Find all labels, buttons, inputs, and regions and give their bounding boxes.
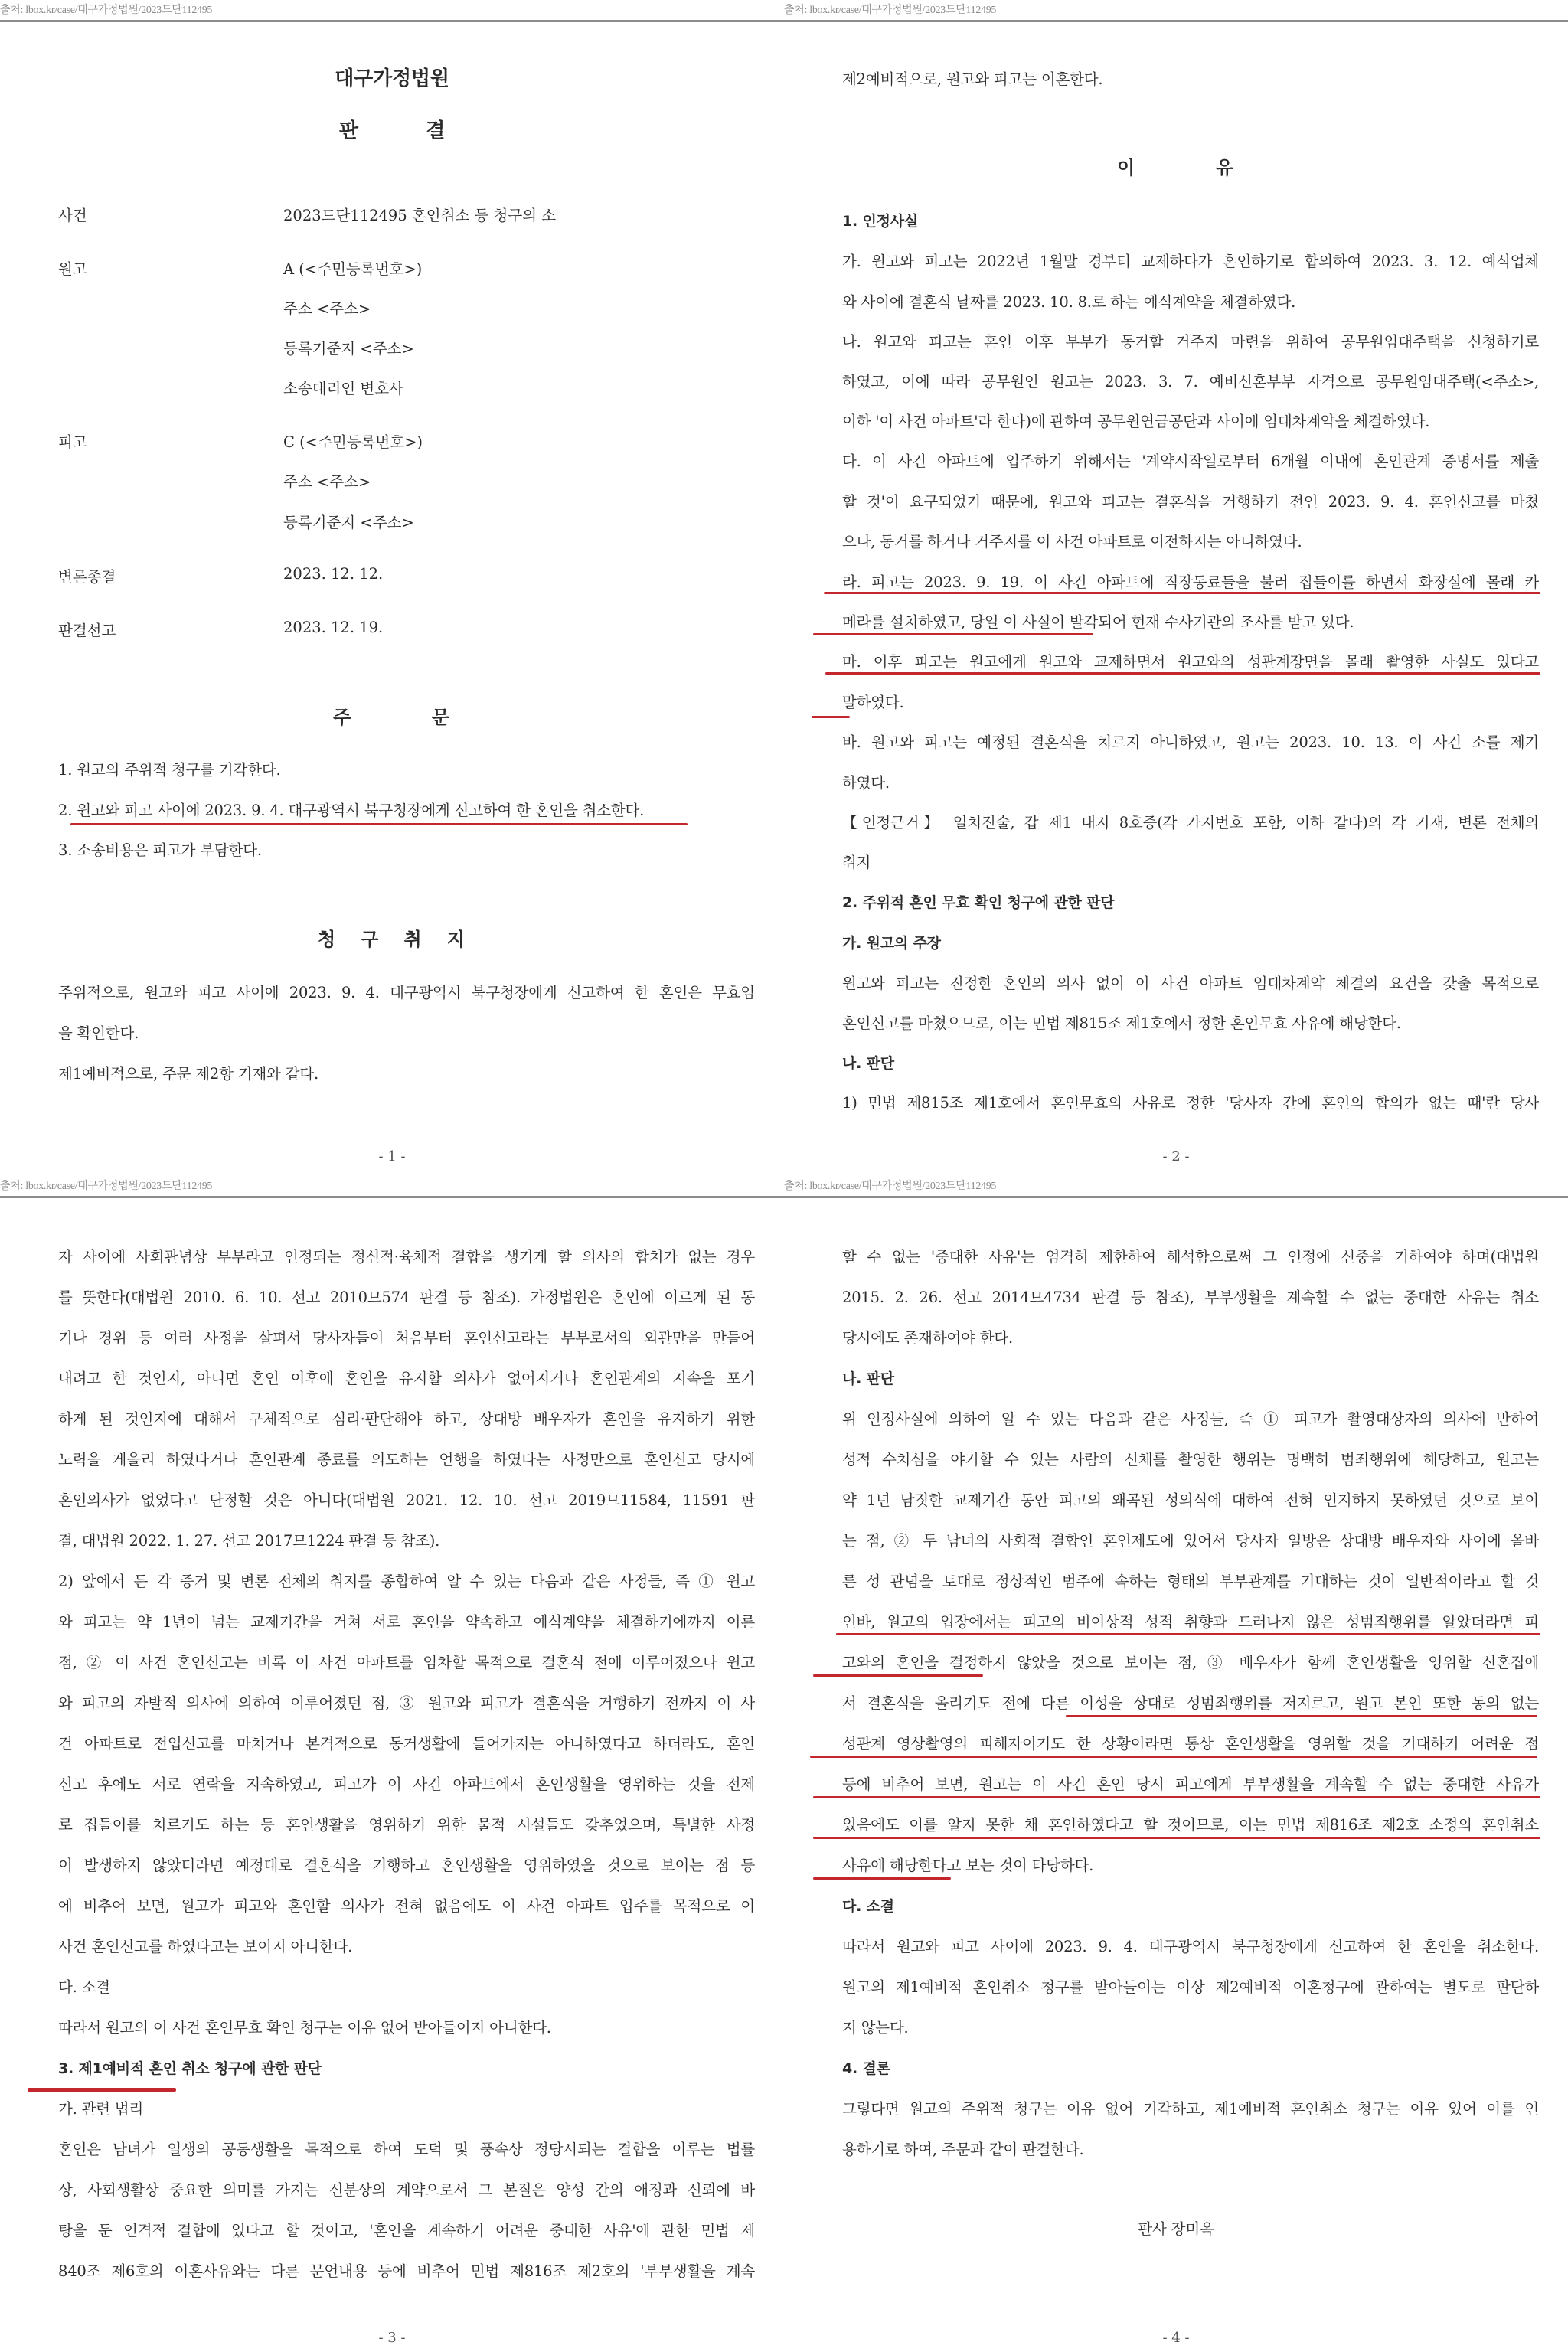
page-number: - 2 - [1162, 1148, 1190, 1165]
highlight-underline [28, 2088, 176, 2092]
plaintiff-label: 원고 [58, 260, 87, 278]
case-number: 2023드단112495 혼인취소 등 청구의 소 [283, 207, 557, 224]
highlight-underline [813, 1837, 1540, 1839]
highlight-underline [812, 716, 850, 718]
highlight-underline [70, 823, 688, 825]
text-line: 나. 원고와 피고는 혼인 이후 부부가 동거할 거주지 마련을 위하여 공무원임대주택을 신청하기로 [842, 333, 1539, 351]
section-heading: 1. 인정사실 [842, 213, 919, 230]
text-line: 신고 후에도 서로 연락을 지속하였고, 피고가 이 사건 아파트에서 혼인생활을 영위하는 것을 전제 [58, 1775, 755, 1793]
highlight-underline [813, 1877, 951, 1880]
text-line: 탕을 둔 인격적 결합에 있다고 할 것이고, '혼인을 계속하기 어려운 중대한 사유'에 관한 민법 제 [58, 2222, 755, 2239]
text-line: 인바, 원고의 입장에서는 피고의 비이상적 성적 취향과 드러나지 않은 성범죄행위를 알았더라면 피 [842, 1613, 1539, 1631]
text-line: 로 집들이를 치르기도 하는 등 혼인생활을 영위하기 위한 물적 시설들도 갖추었으며, 특별한 사정 [58, 1816, 755, 1834]
text-line: 는 점, ② 두 남녀의 사회적 결합인 혼인제도에 있어서 당사자 일방은 상대방 배우자와 사이에 올바 [842, 1532, 1539, 1550]
text-line: 에 비추어 보면, 원고가 피고와 혼인할 의사가 전혀 없음에도 이 사건 아파트 입주를 목적으로 이 [58, 1897, 755, 1915]
text-line: 2015. 2. 26. 선고 2014므4734 판결 등 참조), 부부생활을 계속할 수 없는 중대한 사유는 취소 [842, 1289, 1539, 1306]
source-line: 출처: lbox.kr/case/대구가정법원/2023드단112495 [784, 1181, 997, 1192]
text-line: 지 않는다. [842, 2019, 909, 2037]
highlight-underline [825, 672, 1540, 675]
page-divider [0, 20, 784, 22]
document-type: 판 결 [338, 119, 446, 142]
text-line: 성관계 영상촬영의 피해자이기도 한 상황이라면 통상 혼인생활을 영위할 것을 기대하기 어려운 점 [842, 1735, 1539, 1753]
subsection-heading: 가. 관련 법리 [58, 2100, 144, 2118]
highlight-underline [810, 1756, 1537, 1758]
claim-line: 주위적으로, 원고와 피고 사이에 2023. 9. 4. 대구광역시 북구청장에게 신고하여 한 혼인은 무효임 [58, 984, 755, 1001]
defendant-label: 피고 [58, 433, 87, 451]
text-line: 840조 제6호의 이혼사유와는 다른 문언내용 등에 비추어 민법 제816조 제2호의 '부부생활을 계속 [58, 2262, 755, 2280]
text-line: 가. 원고와 피고는 2022년 1월말 경부터 교제하다가 혼인하기로 합의하여 2023. 3. 12. 예식업체 [842, 253, 1539, 270]
judgment-page-3 [0, 1176, 784, 2352]
claim-line: 제1예비적으로, 주문 제2항 기재와 같다. [58, 1065, 318, 1083]
judge-signature: 판사 장미옥 [1138, 2220, 1214, 2238]
subsection-heading: 가. 원고의 주장 [842, 935, 941, 952]
highlight-underline [836, 1633, 1540, 1635]
highlight-underline [813, 633, 1093, 635]
claim-heading: 청 구 취 지 [318, 929, 466, 950]
highlight-underline [1066, 1715, 1537, 1717]
text-line: 있음에도 이를 알지 못한 채 혼인하였다고 할 것이므로, 이는 민법 제816조 제2호 소정의 혼인취소 [842, 1816, 1539, 1834]
defendant-registry: 등록기준지 <주소> [283, 514, 414, 531]
text-line: 점, ② 이 사건 혼인신고는 비록 이 사건 아파트를 임차할 목적으로 결혼식 전에 이루어졌으나 원고 [58, 1654, 755, 1671]
source-line: 출처: lbox.kr/case/대구가정법원/2023드단112495 [0, 5, 213, 16]
order-heading: 주 문 [333, 707, 451, 728]
plaintiff-address: 주소 <주소> [283, 300, 371, 318]
text-line: 성적 수치심을 야기할 수 있는 사람의 신체를 촬영한 행위는 명백히 범죄행위에 해당하고, 원고는 [842, 1451, 1539, 1468]
text-line: 마. 이후 피고는 원고에게 원고와 교제하면서 원고와의 성관계장면을 몰래 촬영한 사실도 있다고 [842, 653, 1539, 671]
reason-heading: 이 유 [1117, 157, 1235, 178]
text-line: 바. 원고와 피고는 예정된 결혼식을 치르지 아니하였고, 원고는 2023. 10. 13. 이 사건 소를 제기 [842, 733, 1539, 751]
subsection-heading: 다. 소결 [842, 1898, 894, 1915]
source-line: 출처: lbox.kr/case/대구가정법원/2023드단112495 [784, 5, 997, 16]
claim-line: 을 확인한다. [58, 1024, 139, 1042]
text-line: 혼인은 남녀가 일생의 공동생활을 목적으로 하여 도덕 및 풍속상 정당시되는 결합을 이루는 법률 [58, 2141, 755, 2158]
text-line: 이하 '이 사건 아파트'라 한다)에 관하여 공무원연금공단과 사이에 임대차계약을 체결하였다. [842, 413, 1430, 430]
text-line: 하였다. [842, 774, 890, 792]
text-line: 원고의 제1예비적 혼인취소 청구를 받아들이는 이상 제2예비적 이혼청구에 관하여는 별도로 판단하 [842, 1978, 1539, 1996]
text-line: 결, 대법원 2022. 1. 27. 선고 2017므1224 판결 등 참조). [58, 1532, 440, 1550]
text-line: 메라를 설치하였고, 당일 이 사실이 발각되어 현재 수사기관의 조사를 받고 있다. [842, 613, 1354, 631]
case-label: 사건 [58, 207, 87, 224]
subsection-heading: 나. 판단 [842, 1370, 894, 1387]
section-heading: 3. 제1예비적 혼인 취소 청구에 관한 판단 [58, 2060, 322, 2077]
text-line: 와 피고의 자발적 의사에 의하여 이루어졌던 점, ③ 원고와 피고가 결혼식을 거행하기 전까지 이 사 [58, 1694, 755, 1712]
text-line: 【인정근거】 일치진술, 갑 제1 내지 8호증(각 가지번호 포함, 이하 같다)의 각 기재, 변론 전체의 [842, 814, 1539, 831]
text-line: 말하였다. [842, 694, 904, 711]
highlight-underline [813, 1674, 983, 1677]
ruling-date-label: 판결선고 [58, 622, 116, 639]
text-line: 1) 민법 제815조 제1호에서 혼인무효의 사유로 정한 '당사자 간에 혼인의 합의가 없는 때'란 당사 [842, 1094, 1539, 1112]
text-line: 원고와 피고는 진정한 혼인의 의사 없이 이 사건 아파트 임대차계약 체결의 요건을 갖출 목적으로 [842, 975, 1539, 992]
defendant-address: 주소 <주소> [283, 473, 371, 491]
text-line: 라. 피고는 2023. 9. 19. 이 사건 아파트에 직장동료들을 불러 집들이를 하면서 화장실에 몰래 카 [842, 573, 1539, 591]
text-line: 사유에 해당한다고 보는 것이 타당하다. [842, 1857, 1094, 1874]
text-line: 와 피고는 약 1년이 넘는 교제기간을 거쳐 서로 혼인을 약속하고 예식계약을 체결하기에까지 이른 [58, 1613, 755, 1631]
highlight-underline [824, 592, 1540, 594]
order-item-3: 3. 소송비용은 피고가 부담한다. [58, 841, 262, 859]
text-line: 상, 사회생활상 중요한 의미를 가지는 신분상의 계약으로서 그 본질은 양성 간의 애정과 신뢰에 바 [58, 2181, 755, 2199]
text-line: 그렇다면 원고의 주위적 청구는 이유 없어 기각하고, 제1예비적 혼인취소 청구는 이유 있어 이를 인 [842, 2100, 1539, 2118]
text-line: 혼인신고를 마쳤으므로, 이는 민법 제815조 제1호에서 정한 혼인무효 사유에 해당한다. [842, 1014, 1401, 1032]
text-line: 취지 [842, 854, 871, 871]
text-line: 건 아파트로 전입신고를 마치거나 본격적으로 동거생활에 들어가지는 아니하였다고 하더라도, 혼인 [58, 1735, 755, 1753]
judgment-page-2 [784, 0, 1568, 1176]
text-line: 를 뜻한다(대법원 2010. 6. 10. 선고 2010므574 판결 등 참조). 가정법원은 혼인에 이르게 된 동 [58, 1289, 755, 1306]
text-line: 하였고, 이에 따라 공무원인 원고는 2023. 3. 7. 예비신혼부부 자격으로 공무원임대주택(<주소>, [842, 373, 1539, 390]
page-divider [784, 20, 1568, 22]
text-line: 혼인의사가 없었다고 단정할 것은 아니다(대법원 2021. 12. 10. 선고 2019므11584, 11591 판 [58, 1491, 755, 1509]
subsection-heading: 다. 소결 [58, 1978, 110, 1996]
highlight-underline [813, 1796, 1540, 1798]
text-line: 제2예비적으로, 원고와 피고는 이혼한다. [842, 70, 1103, 88]
text-line: 다. 이 사건 아파트에 입주하기 위해서는 '계약시작일로부터 6개월 이내에 혼인관계 증명서를 제출 [842, 452, 1539, 470]
text-line: 서 결혼식을 올리기도 전에 다른 이성을 상대로 성범죄행위를 저지르고, 원고 본인 또한 동의 없는 [842, 1694, 1539, 1712]
order-item-1: 1. 원고의 주위적 청구를 기각한다. [58, 761, 281, 779]
closing-date: 2023. 12. 12. [283, 565, 384, 583]
section-heading: 2. 주위적 혼인 무효 확인 청구에 관한 판단 [842, 894, 1115, 911]
page-number: - 3 - [378, 2330, 406, 2346]
text-line: 고와의 혼인을 결정하지 않았을 것으로 보이는 점, ③ 배우자가 함께 혼인생활을 영위할 신혼집에 [842, 1654, 1539, 1671]
order-item-2: 2. 원고와 피고 사이에 2023. 9. 4. 대구광역시 북구청장에게 신고하여 한 혼인을 취소한다. [58, 802, 645, 819]
text-line: 른 성 관념을 토대로 정상적인 범주에 속하는 형태의 부부관계를 기대하는 것이 일반적이라고 할 것 [842, 1573, 1539, 1590]
text-line: 따라서 원고와 피고 사이에 2023. 9. 4. 대구광역시 북구청장에게 신고하여 한 혼인을 취소한다. [842, 1938, 1539, 1955]
closing-date-label: 변론종결 [58, 568, 116, 586]
section-heading: 4. 결론 [842, 2060, 890, 2077]
text-line: 당시에도 존재하여야 한다. [842, 1329, 1014, 1347]
page-number: - 1 - [378, 1148, 406, 1165]
text-line: 노력을 게을리 하였다거나 혼인관계 종료를 의도하는 언행을 하였다는 사정만으로 혼인신고 당시에 [58, 1451, 755, 1468]
source-line: 출처: lbox.kr/case/대구가정법원/2023드단112495 [0, 1181, 213, 1192]
plaintiff-registry: 등록기준지 <주소> [283, 340, 414, 358]
text-line: 2) 앞에서 든 각 증거 및 변론 전체의 취지를 종합하여 알 수 있는 다음과 같은 사정들, 즉 ① 원고 [58, 1573, 755, 1590]
judgment-page-4 [784, 1176, 1568, 2352]
text-line: 으나, 동거를 하거나 거주지를 이 사건 아파트로 이전하지는 아니하였다. [842, 533, 1302, 550]
court-name: 대구가정법원 [335, 67, 449, 90]
text-line: 할 수 없는 '중대한 사유'는 엄격히 제한하여 해석함으로써 그 인정에 신중을 기하여야 하며(대법원 [842, 1248, 1539, 1266]
text-line: 내려고 한 것인지, 아니면 혼인 이후에 혼인을 유지할 의사가 없어지거나 혼인관계의 지속을 포기 [58, 1370, 755, 1387]
text-line: 기나 경위 등 여러 사정을 살펴서 당사자들이 처음부터 혼인신고라는 부부로서의 외관만을 만들어 [58, 1329, 755, 1347]
text-line: 할 것'이 요구되었기 때문에, 원고와 피고는 결혼식을 거행하기 전인 2023. 9. 4. 혼인신고를 마쳤 [842, 493, 1539, 511]
text-line: 사건 혼인신고를 하였다고는 보이지 아니한다. [58, 1938, 353, 1955]
page-divider [784, 1196, 1568, 1198]
text-line: 등에 비추어 보면, 원고는 이 사건 혼인 당시 피고에게 부부생활을 계속할 수 없는 중대한 사유가 [842, 1775, 1539, 1793]
text-line: 위 인정사실에 의하여 알 수 있는 다음과 같은 사정들, 즉 ① 피고가 촬영대상자의 의사에 반하여 [842, 1410, 1539, 1428]
plaintiff-name: A (<주민등록번호>) [283, 260, 423, 278]
page-divider [0, 1196, 784, 1198]
ruling-date: 2023. 12. 19. [283, 619, 384, 636]
page-number: - 4 - [1162, 2330, 1190, 2346]
defendant-name: C (<주민등록번호>) [283, 433, 423, 451]
text-line: 자 사이에 사회관념상 부부라고 인정되는 정신적·육체적 결합을 생기게 할 의사의 합치가 없는 경우 [58, 1248, 755, 1266]
text-line: 약 1년 남짓한 교제기간 동안 피고의 왜곡된 성의식에 대하여 전혀 인지하지 못하였던 것으로 보이 [842, 1491, 1539, 1509]
text-line: 용하기로 하여, 주문과 같이 판결한다. [842, 2141, 1084, 2158]
judgment-page-1 [0, 0, 784, 1176]
plaintiff-attorney: 소송대리인 변호사 [283, 380, 403, 397]
text-line: 이 발생하지 않았더라면 예정대로 결혼식을 거행하고 혼인생활을 영위하였을 것으로 보이는 점 등 [58, 1857, 755, 1874]
text-line: 따라서 원고의 이 사건 혼인무효 확인 청구는 이유 없어 받아들이지 아니한다. [58, 2019, 551, 2037]
text-line: 하게 된 것인지에 대해서 구체적으로 심리·판단해야 하고, 상대방 배우자가 혼인을 유지하기 위한 [58, 1410, 755, 1428]
text-line: 와 사이에 결혼식 날짜를 2023. 10. 8.로 하는 예식계약을 체결하였다. [842, 293, 1296, 311]
subsection-heading: 나. 판단 [842, 1055, 894, 1072]
